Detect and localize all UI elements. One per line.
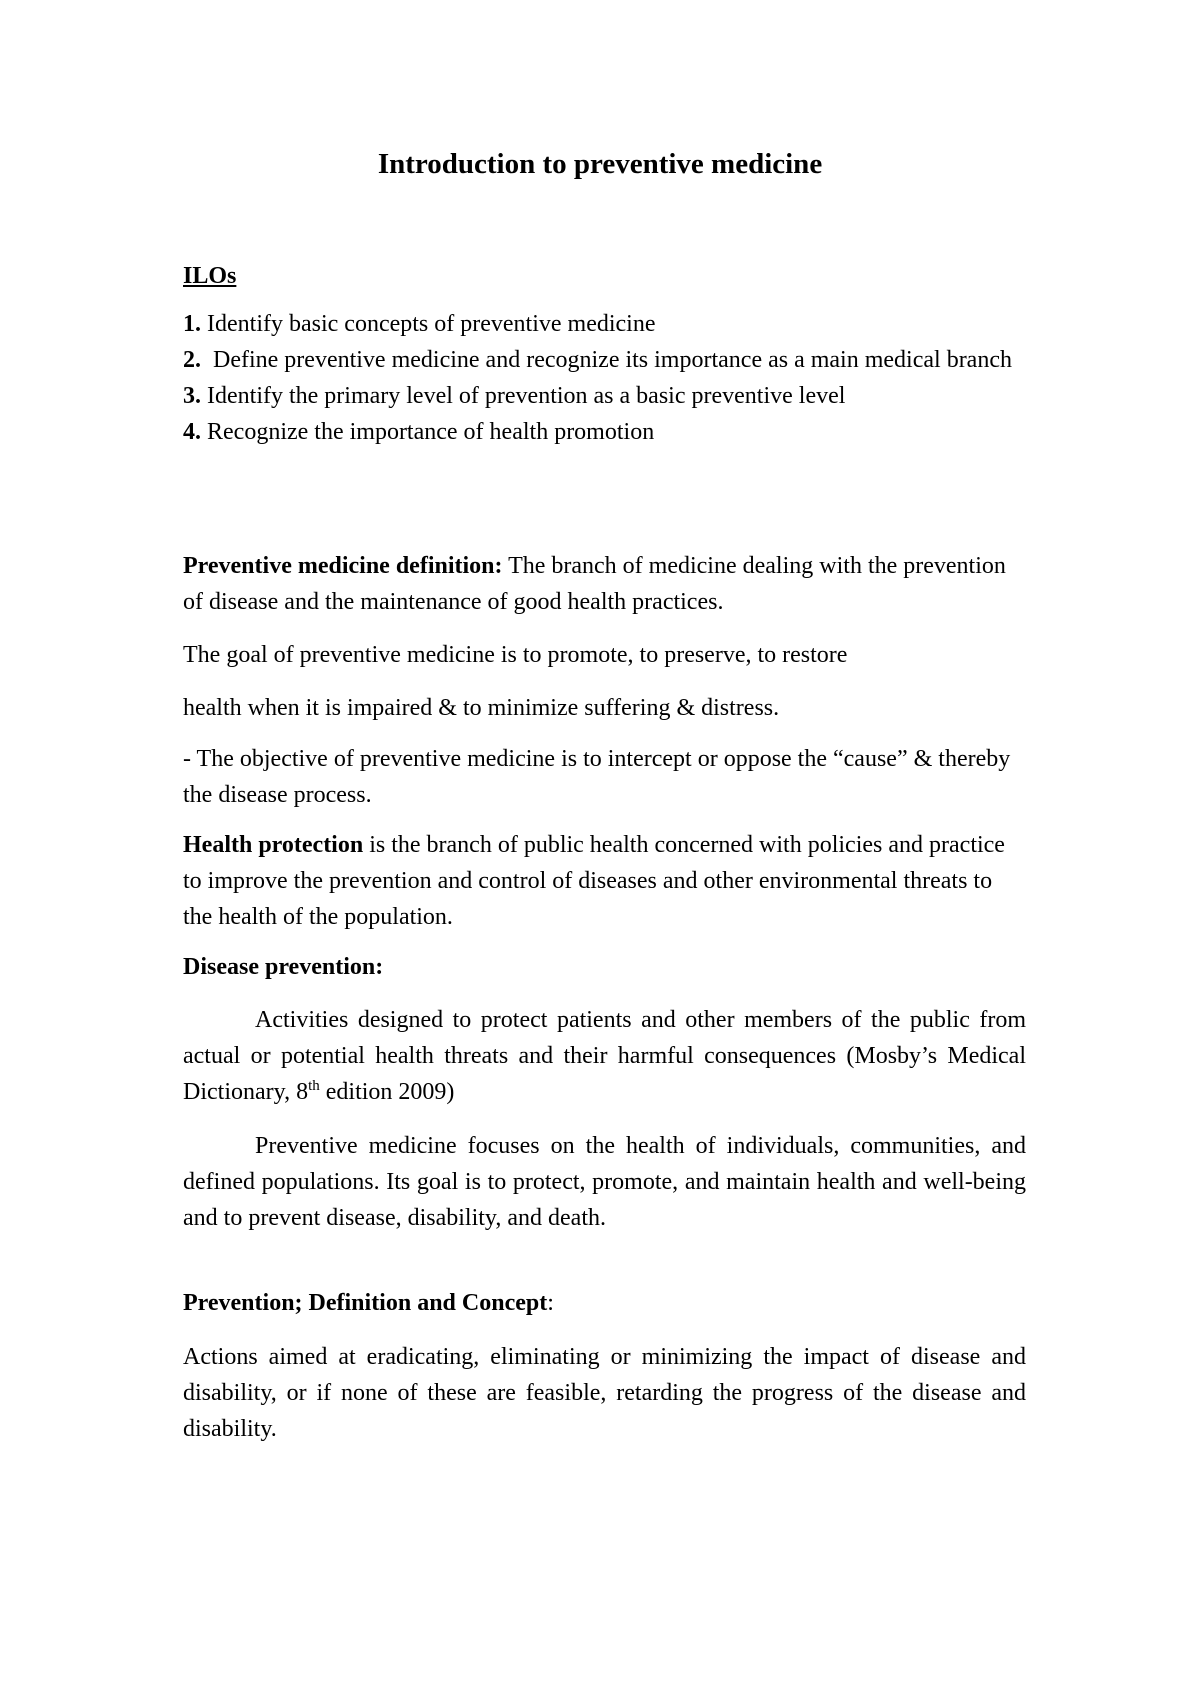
ilo-text: Identify basic concepts of preventive medicine [201, 311, 656, 337]
definition-paragraph [183, 548, 1026, 620]
disease-prevention-paragraph-2: Preventive medicine focuses on the health of individuals, communities, and defined populations. Its goal is to protect, promote, and maintain health and well-being and to prevent disease, disability, and death. [183, 1133, 1026, 1231]
health-protection-paragraph [183, 827, 1026, 935]
ilo-text: Define preventive medicine and recognize its importance as a main medical branch [201, 347, 1012, 373]
objective-paragraph: - The objective of preventive medicine is to intercept or oppose the “cause” & thereby the disease process. [183, 746, 1011, 808]
goal-line-2: health when it is impaired & to minimize suffering & distress. [183, 695, 780, 721]
disease-prevention-text: Activities designed to protect patients and other members of the public from actual or potential health threats and their harmful consequences (Mosby’s Medical Dictionary, 8 [183, 1007, 1026, 1105]
definition-label: Preventive medicine definition: [183, 553, 503, 579]
ilo-text: Identify the primary level of prevention as a basic preventive level [201, 383, 846, 409]
prevention-concept-colon: : [547, 1290, 554, 1316]
disease-prevention-paragraph-1 [183, 1002, 1026, 1110]
ilo-number: 4. [183, 419, 201, 445]
ilo-item-1 [183, 306, 1026, 342]
definition-text: The branch of medicine dealing with the prevention of disease and the maintenance of good health practices. [183, 553, 1006, 615]
ilos-heading [183, 258, 1026, 294]
ilos-heading-text: ILOs [183, 263, 237, 289]
disease-prevention-heading: Disease prevention: [183, 954, 384, 980]
ilo-item-4 [183, 414, 1026, 450]
ilos-list [183, 306, 1026, 450]
ilo-number: 2. [183, 347, 201, 373]
superscript: th [308, 1078, 320, 1094]
ilo-text: Recognize the importance of health promotion [201, 419, 655, 445]
document-title: Introduction to preventive medicine [377, 148, 823, 180]
health-protection-text: is the branch of public health concerned with policies and practice to improve the prevention and control of diseases and other environmental threats to the health of the population. [183, 832, 1005, 930]
prevention-concept-heading [183, 1285, 1026, 1321]
disease-prevention-text-end: edition 2009) [319, 1079, 455, 1105]
prevention-concept-paragraph: Actions aimed at eradicating, eliminating or minimizing the impact of disease and disability, or if none of these are feasible, retarding the progress of the disease and disability. [183, 1344, 1026, 1442]
health-protection-label: Health protection [183, 832, 364, 858]
goal-line-1: The goal of preventive medicine is to promote, to preserve, to restore [183, 642, 848, 668]
ilo-item-3 [183, 378, 1026, 414]
ilo-number: 1. [183, 311, 201, 337]
ilo-item-2 [183, 342, 1026, 378]
prevention-concept-heading-text: Prevention; Definition and Concept [183, 1290, 548, 1316]
ilo-number: 3. [183, 383, 201, 409]
